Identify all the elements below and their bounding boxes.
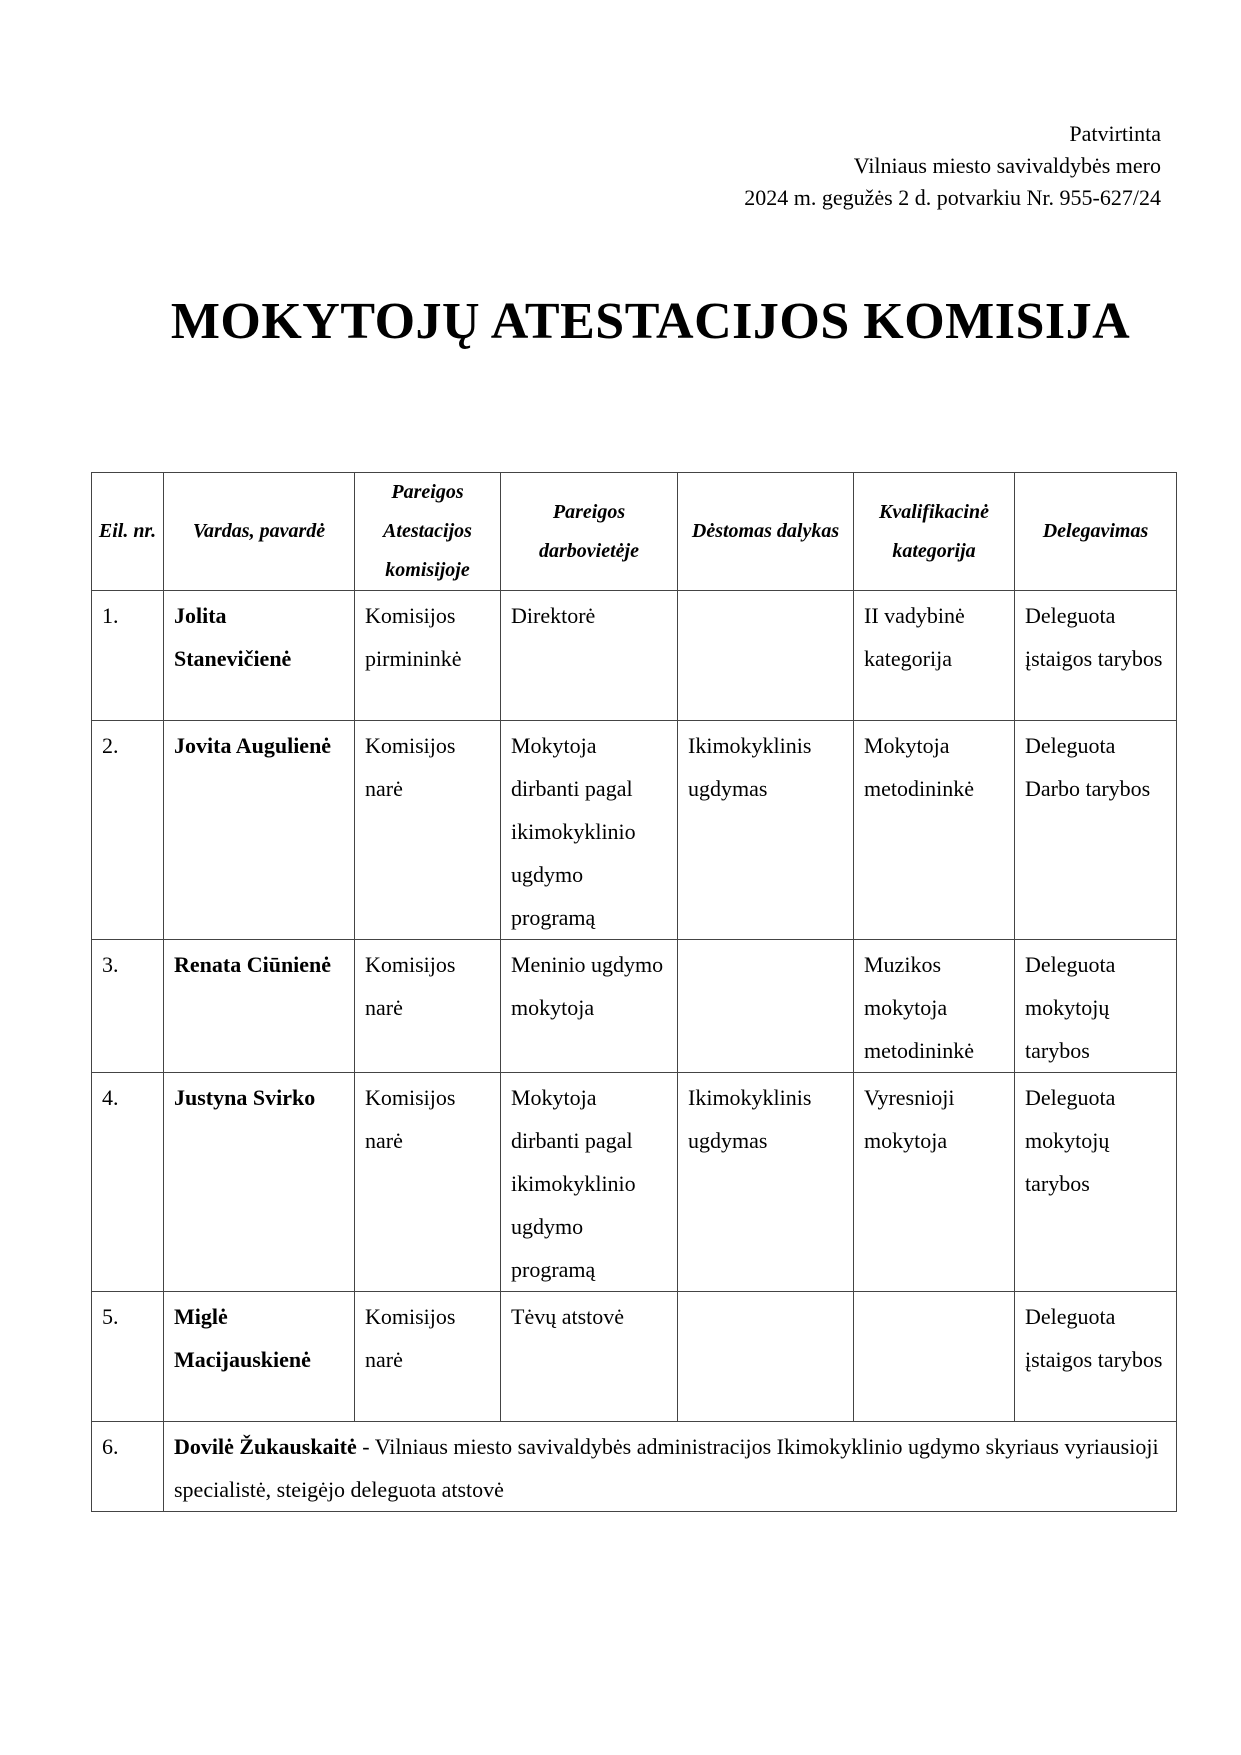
table-row xyxy=(92,1073,1177,1292)
cell-work-position: Mokytoja dirbanti pagal ikimokyklinio ugdymo programą xyxy=(501,1073,678,1292)
approval-line-1: Patvirtinta xyxy=(1069,121,1161,146)
header-delegation: Delegavimas xyxy=(1015,473,1177,591)
cell-subject xyxy=(678,591,854,721)
cell-delegation: Deleguota Darbo tarybos xyxy=(1015,721,1177,940)
cell-name: Miglė Macijauskienė xyxy=(164,1292,355,1422)
cell-commission-position: Komisijos narė xyxy=(355,940,501,1073)
header-qualification: Kvalifikacinė kategorija xyxy=(854,473,1015,591)
cell-number: 3. xyxy=(92,940,164,1073)
cell-name: Jovita Augulienė xyxy=(164,721,355,940)
cell-qualification: Vyresnioji mokytoja xyxy=(854,1073,1015,1292)
table-row xyxy=(92,1422,1177,1512)
approval-line-3: 2024 m. gegužės 2 d. potvarkiu Nr. 955-627/24 xyxy=(744,185,1161,210)
table-row xyxy=(92,940,1177,1073)
cell-name: Renata Ciūnienė xyxy=(164,940,355,1073)
cell-number: 2. xyxy=(92,721,164,940)
cell-work-position: Mokytoja dirbanti pagal ikimokyklinio ugdymo programą xyxy=(501,721,678,940)
cell-number: 6. xyxy=(92,1422,164,1512)
cell-delegation: Deleguota mokytojų tarybos xyxy=(1015,1073,1177,1292)
header-subject: Dėstomas dalykas xyxy=(678,473,854,591)
header-name: Vardas, pavardė xyxy=(164,473,355,591)
cell-number: 5. xyxy=(92,1292,164,1422)
header-commission-position: Pareigos Atestacijos komisijoje xyxy=(355,473,501,591)
cell-name: Dovilė Žukauskaitė xyxy=(174,1434,357,1459)
cell-delegation: Deleguota įstaigos tarybos xyxy=(1015,1292,1177,1422)
header-work-position: Pareigos darbovietėje xyxy=(501,473,678,591)
cell-commission-position: Komisijos narė xyxy=(355,1073,501,1292)
header-number: Eil. nr. xyxy=(92,473,164,591)
cell-qualification: Muzikos mokytoja metodininkė xyxy=(854,940,1015,1073)
cell-number: 4. xyxy=(92,1073,164,1292)
table-row xyxy=(92,591,1177,721)
commission-table xyxy=(91,472,1177,1512)
cell-subject: Ikimokyklinis ugdymas xyxy=(678,721,854,940)
document-title: MOKYTOJŲ ATESTACIJOS KOMISIJA xyxy=(170,293,1131,350)
cell-name: Jolita Stanevičienė xyxy=(164,591,355,721)
table-header-row xyxy=(92,473,1177,591)
cell-delegation: Deleguota įstaigos tarybos xyxy=(1015,591,1177,721)
cell-delegation: Deleguota mokytojų tarybos xyxy=(1015,940,1177,1073)
cell-number: 1. xyxy=(92,591,164,721)
cell-subject xyxy=(678,940,854,1073)
cell-commission-position: Komisijos pirmininkė xyxy=(355,591,501,721)
cell-description: - Vilniaus miesto savivaldybės administracijos Ikimokyklinio ugdymo skyriaus vyriausioji specialistė, steigėjo deleguota atstovė xyxy=(174,1434,1159,1502)
cell-work-position: Meninio ugdymo mokytoja xyxy=(501,940,678,1073)
cell-commission-position: Komisijos narė xyxy=(355,1292,501,1422)
cell-full-description xyxy=(164,1422,1177,1512)
cell-work-position: Tėvų atstovė xyxy=(501,1292,678,1422)
cell-name: Justyna Svirko xyxy=(164,1073,355,1292)
cell-commission-position: Komisijos narė xyxy=(355,721,501,940)
table-row xyxy=(92,721,1177,940)
cell-qualification: II vadybinė kategorija xyxy=(854,591,1015,721)
approval-line-2: Vilniaus miesto savivaldybės mero xyxy=(853,153,1161,178)
cell-qualification xyxy=(854,1292,1015,1422)
cell-work-position: Direktorė xyxy=(501,591,678,721)
approval-block xyxy=(561,118,1161,214)
table-row xyxy=(92,1292,1177,1422)
cell-qualification: Mokytoja metodininkė xyxy=(854,721,1015,940)
cell-subject xyxy=(678,1292,854,1422)
cell-subject: Ikimokyklinis ugdymas xyxy=(678,1073,854,1292)
